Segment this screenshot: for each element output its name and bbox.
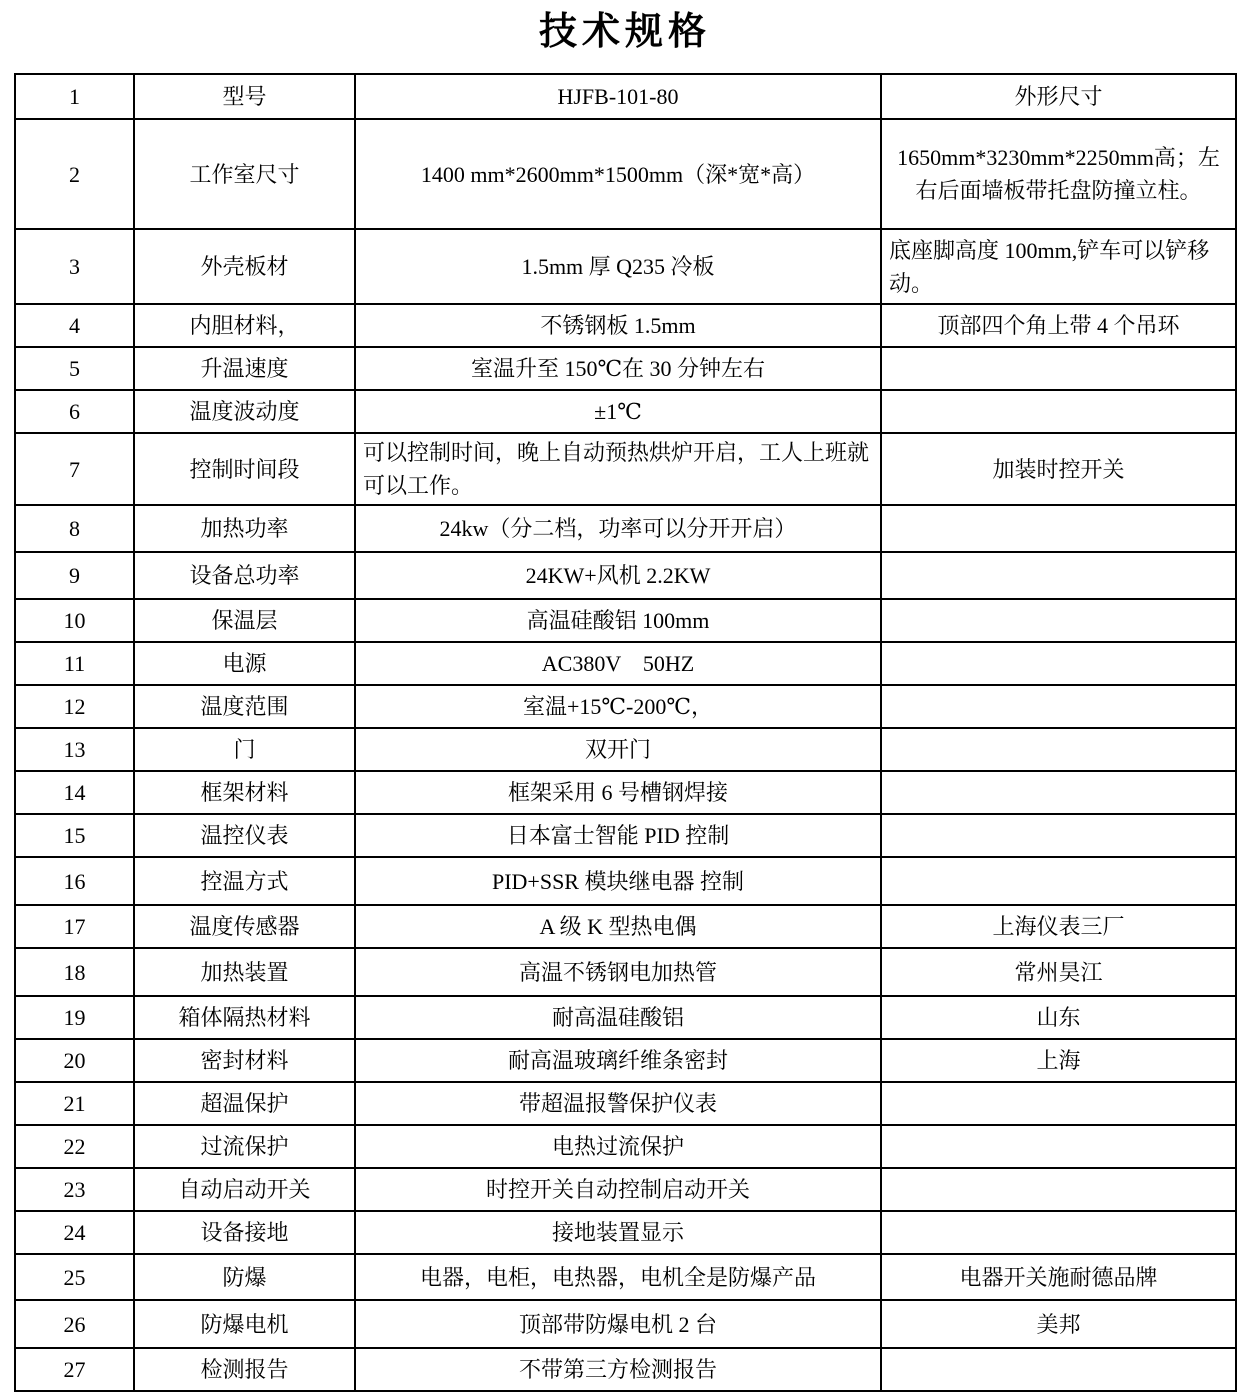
- value-cell: 室温升至 150℃在 30 分钟左右: [355, 347, 881, 390]
- value-cell: 1400 mm*2600mm*1500mm（深*宽*高）: [355, 119, 881, 229]
- row-number-cell: 21: [15, 1082, 134, 1125]
- value-cell: 双开门: [355, 728, 881, 771]
- table-row: [15, 728, 1236, 771]
- item-name-cell: 外壳板材: [134, 229, 355, 304]
- row-number-cell: 4: [15, 304, 134, 347]
- table-row: [15, 1211, 1236, 1254]
- item-name-cell: 内胆材料，: [134, 304, 355, 347]
- note-cell: 美邦: [881, 1300, 1236, 1348]
- row-number-cell: 16: [15, 857, 134, 905]
- row-number-cell: 14: [15, 771, 134, 814]
- note-cell: [881, 814, 1236, 857]
- note-cell: 上海仪表三厂: [881, 905, 1236, 948]
- note-cell: [881, 599, 1236, 642]
- row-number-cell: 26: [15, 1300, 134, 1348]
- note-cell: 顶部四个角上带 4 个吊环: [881, 304, 1236, 347]
- item-name-cell: 温度波动度: [134, 390, 355, 433]
- value-cell: 电热过流保护: [355, 1125, 881, 1168]
- note-cell: [881, 857, 1236, 905]
- value-cell: PID+SSR 模块继电器 控制: [355, 857, 881, 905]
- row-number-cell: 13: [15, 728, 134, 771]
- value-cell: 顶部带防爆电机 2 台: [355, 1300, 881, 1348]
- note-cell: 1650mm*3230mm*2250mm高；左右后面墙板带托盘防撞立柱。: [881, 119, 1236, 229]
- table-row: [15, 347, 1236, 390]
- value-cell: 1.5mm 厚 Q235 冷板: [355, 229, 881, 304]
- item-name-cell: 过流保护: [134, 1125, 355, 1168]
- note-cell: 山东: [881, 996, 1236, 1039]
- table-row: [15, 599, 1236, 642]
- table-row: [15, 1039, 1236, 1082]
- table-row: [15, 857, 1236, 905]
- table-row: [15, 229, 1236, 304]
- item-name-cell: 设备总功率: [134, 552, 355, 599]
- item-name-cell: 密封材料: [134, 1039, 355, 1082]
- row-number-cell: 19: [15, 996, 134, 1039]
- table-row: [15, 74, 1236, 119]
- item-name-cell: 防爆电机: [134, 1300, 355, 1348]
- item-name-cell: 检测报告: [134, 1348, 355, 1391]
- table-row: [15, 1254, 1236, 1300]
- value-cell: 耐高温硅酸铝: [355, 996, 881, 1039]
- value-cell: 24KW+风机 2.2KW: [355, 552, 881, 599]
- item-name-cell: 超温保护: [134, 1082, 355, 1125]
- value-cell: 接地装置显示: [355, 1211, 881, 1254]
- item-name-cell: 温控仪表: [134, 814, 355, 857]
- table-row: [15, 948, 1236, 996]
- note-cell: [881, 771, 1236, 814]
- page-title: 技术规格: [538, 11, 711, 53]
- value-cell: 时控开关自动控制启动开关: [355, 1168, 881, 1211]
- row-number-cell: 7: [15, 433, 134, 505]
- table-row: [15, 505, 1236, 552]
- row-number-cell: 23: [15, 1168, 134, 1211]
- note-cell: [881, 1082, 1236, 1125]
- item-name-cell: 门: [134, 728, 355, 771]
- table-row: [15, 996, 1236, 1039]
- item-name-cell: 加热装置: [134, 948, 355, 996]
- item-name-cell: 自动启动开关: [134, 1168, 355, 1211]
- note-cell: 常州昊江: [881, 948, 1236, 996]
- value-cell: 24kw（分二档，功率可以分开开启）: [355, 505, 881, 552]
- note-cell: [881, 390, 1236, 433]
- row-number-cell: 8: [15, 505, 134, 552]
- value-cell: 不带第三方检测报告: [355, 1348, 881, 1391]
- value-cell: 可以控制时间，晚上自动预热烘炉开启，工人上班就可以工作。: [355, 433, 881, 505]
- value-cell: 不锈钢板 1.5mm: [355, 304, 881, 347]
- table-row: [15, 685, 1236, 728]
- note-cell: [881, 1168, 1236, 1211]
- table-row: [15, 433, 1236, 505]
- item-name-cell: 保温层: [134, 599, 355, 642]
- row-number-cell: 1: [15, 74, 134, 119]
- value-cell: HJFB-101-80: [355, 74, 881, 119]
- row-number-cell: 9: [15, 552, 134, 599]
- row-number-cell: 12: [15, 685, 134, 728]
- row-number-cell: 17: [15, 905, 134, 948]
- note-cell: [881, 1211, 1236, 1254]
- item-name-cell: 工作室尺寸: [134, 119, 355, 229]
- item-name-cell: 温度范围: [134, 685, 355, 728]
- item-name-cell: 电源: [134, 642, 355, 685]
- note-cell: 底座脚高度 100mm,铲车可以铲移动。: [881, 229, 1236, 304]
- table-row: [15, 905, 1236, 948]
- row-number-cell: 11: [15, 642, 134, 685]
- item-name-cell: 设备接地: [134, 1211, 355, 1254]
- row-number-cell: 3: [15, 229, 134, 304]
- note-cell: [881, 685, 1236, 728]
- row-number-cell: 2: [15, 119, 134, 229]
- value-cell: 耐高温玻璃纤维条密封: [355, 1039, 881, 1082]
- row-number-cell: 5: [15, 347, 134, 390]
- row-number-cell: 6: [15, 390, 134, 433]
- item-name-cell: 温度传感器: [134, 905, 355, 948]
- table-row: [15, 771, 1236, 814]
- spec-table-rows: [15, 74, 1236, 1391]
- note-cell: 电器开关施耐德品牌: [881, 1254, 1236, 1300]
- row-number-cell: 18: [15, 948, 134, 996]
- row-number-cell: 10: [15, 599, 134, 642]
- table-row: [15, 814, 1236, 857]
- value-cell: AC380V 50HZ: [355, 642, 881, 685]
- row-number-cell: 27: [15, 1348, 134, 1391]
- item-name-cell: 加热功率: [134, 505, 355, 552]
- table-row: [15, 1300, 1236, 1348]
- table-row: [15, 119, 1236, 229]
- row-number-cell: 24: [15, 1211, 134, 1254]
- value-cell: A 级 K 型热电偶: [355, 905, 881, 948]
- value-cell: 室温+15℃-200℃，: [355, 685, 881, 728]
- table-row: [15, 1082, 1236, 1125]
- value-cell: 日本富士智能 PID 控制: [355, 814, 881, 857]
- value-cell: 带超温报警保护仪表: [355, 1082, 881, 1125]
- table-row: [15, 304, 1236, 347]
- row-number-cell: 20: [15, 1039, 134, 1082]
- note-cell: 上海: [881, 1039, 1236, 1082]
- note-cell: [881, 1348, 1236, 1391]
- note-cell: [881, 505, 1236, 552]
- note-cell: [881, 1125, 1236, 1168]
- table-row: [15, 1348, 1236, 1391]
- item-name-cell: 型号: [134, 74, 355, 119]
- spec-table: [14, 73, 1237, 1392]
- table-row: [15, 1168, 1236, 1211]
- note-cell: [881, 552, 1236, 599]
- item-name-cell: 升温速度: [134, 347, 355, 390]
- table-row: [15, 1125, 1236, 1168]
- note-cell: [881, 347, 1236, 390]
- item-name-cell: 控制时间段: [134, 433, 355, 505]
- value-cell: 电器，电柜，电热器，电机全是防爆产品: [355, 1254, 881, 1300]
- value-cell: 高温不锈钢电加热管: [355, 948, 881, 996]
- value-cell: 框架采用 6 号槽钢焊接: [355, 771, 881, 814]
- row-number-cell: 15: [15, 814, 134, 857]
- note-cell: [881, 642, 1236, 685]
- value-cell: 高温硅酸铝 100mm: [355, 599, 881, 642]
- item-name-cell: 箱体隔热材料: [134, 996, 355, 1039]
- table-row: [15, 390, 1236, 433]
- row-number-cell: 25: [15, 1254, 134, 1300]
- row-number-cell: 22: [15, 1125, 134, 1168]
- table-row: [15, 552, 1236, 599]
- value-cell: ±1℃: [355, 390, 881, 433]
- item-name-cell: 防爆: [134, 1254, 355, 1300]
- table-row: [15, 642, 1236, 685]
- item-name-cell: 控温方式: [134, 857, 355, 905]
- note-cell: 外形尺寸: [881, 74, 1236, 119]
- note-cell: 加装时控开关: [881, 433, 1236, 505]
- note-cell: [881, 728, 1236, 771]
- item-name-cell: 框架材料: [134, 771, 355, 814]
